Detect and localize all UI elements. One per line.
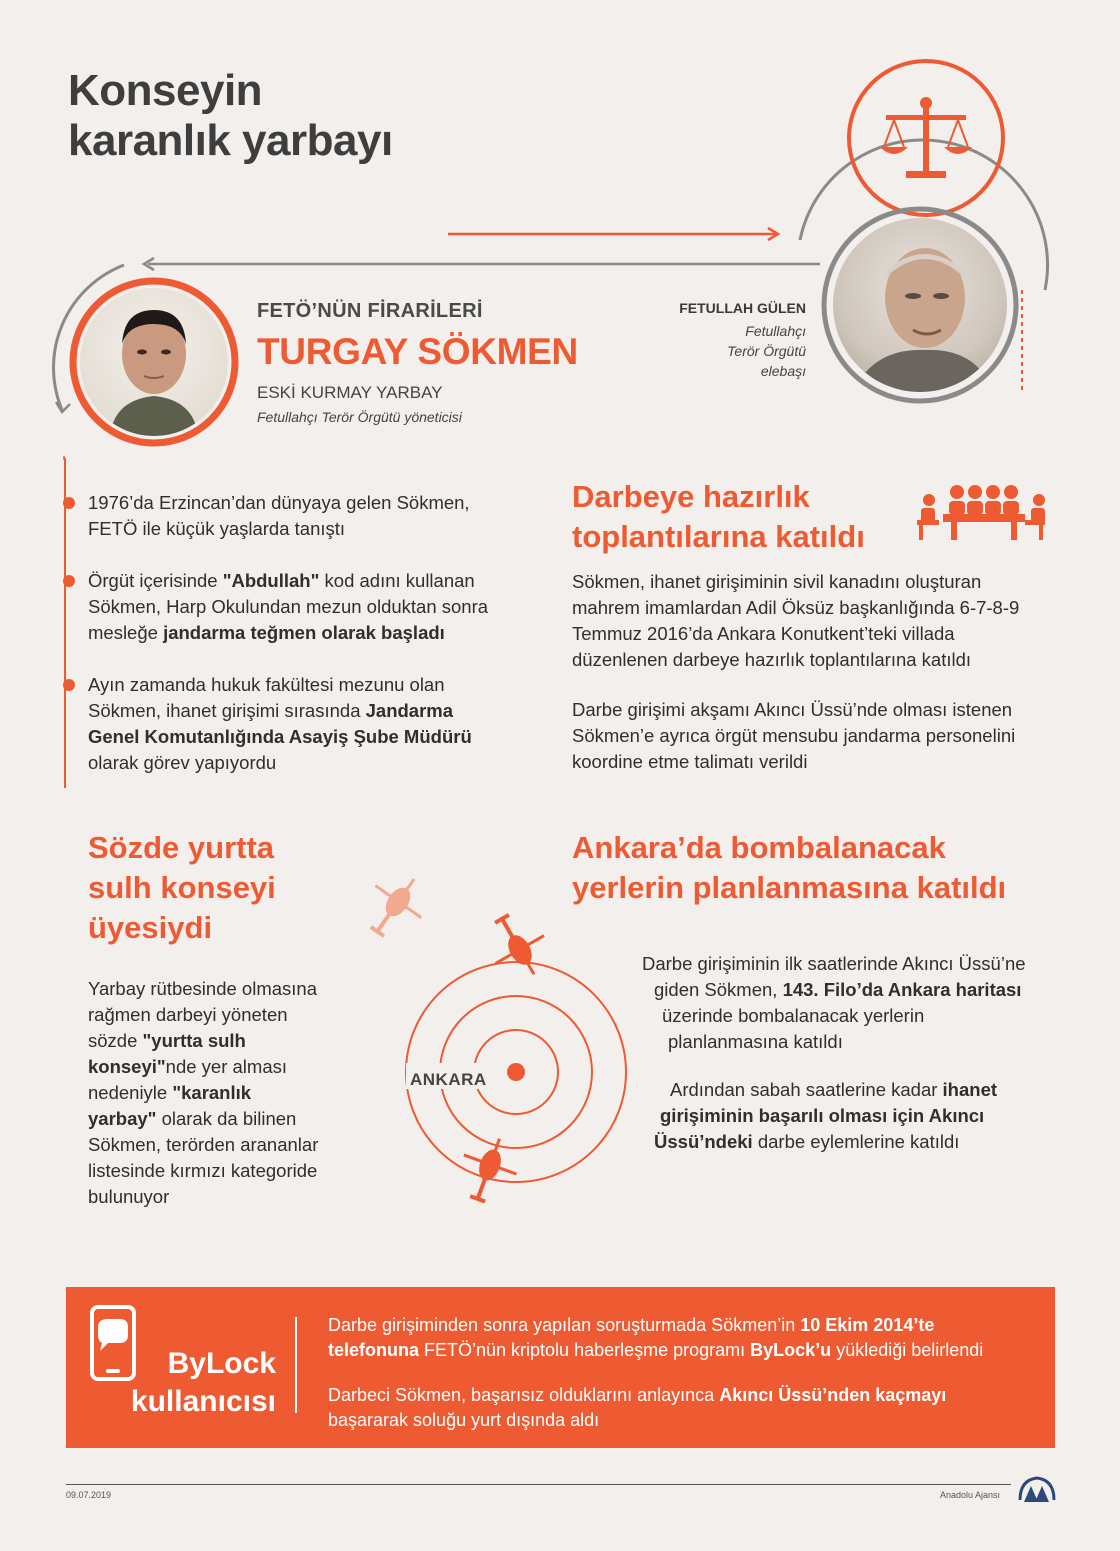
profile-rank: ESKİ KURMAY YARBAY: [257, 383, 443, 402]
footer-date: 09.07.2019: [66, 1490, 112, 1500]
banner-divider: [295, 1317, 297, 1413]
scales-icon: [876, 95, 976, 185]
profile-block: [257, 300, 578, 425]
bullet-list: [88, 490, 508, 776]
helicopter-icon: [360, 863, 437, 949]
leader-block: FETULLAH GÜLEN Fetullahçı Terör Örgütü elebaşı: [630, 300, 806, 381]
council-heading: Sözde yurtta sulh konseyi üyesiydi: [88, 830, 276, 945]
profile-role: Fetullahçı Terör Örgütü yöneticisi: [257, 409, 462, 425]
profile-name: TURGAY SÖKMEN: [257, 331, 578, 372]
bylock-banner: [66, 1287, 1055, 1448]
banner-text: Darbe girişiminden sonra yapılan soruşturmada Sökmen’in 10 Ekim 2014’te telefonuna FETÖ’nün kriptolu haberleşme programı ByLock’u yüklediği belirlendi Darbeci Sökmen, başarısız olduklarını anlayınca Akıncı Üssü’nden kaçmayı başararak soluğu yurt dışında aldı: [328, 1315, 984, 1430]
ankara-target-map: [360, 860, 660, 1220]
banner-label: ByLock kullanıcısı: [130, 1347, 276, 1418]
meetings-heading: Darbeye hazırlık toplantılarına katıldı: [572, 479, 865, 554]
bombing-body: Darbe girişiminin ilk saatlerinde Akıncı Üssü’ne giden Sökmen, 143. Filo’da Ankara haritası üzerinde bombalanacak yerlerin planlanmasına katıldı Ardından sabah saatlerine kadar ihanet girişiminin başarılı olması için Akıncı Üssü’ndeki darbe eylemlerine katıldı: [642, 953, 1026, 1152]
map-label: ANKARA: [410, 1070, 487, 1089]
profile-kicker: FETÖ’NÜN FİRARİLERİ: [257, 300, 483, 322]
footer-rule: [66, 1484, 1011, 1485]
helicopter-icon: [477, 903, 558, 988]
meetings-body: Sökmen, ihanet girişiminin sivil kanadını oluşturan mahrem imamlardan Adil Öksüz başkanlığında 6-7-8-9 Temmuz 2016’da Ankara Konutkent’teki villada düzenlenen darbeye hazırlık toplantılarına katıldı Darbe girişimi akşamı Akıncı Üssü’nde olması istenen Sökmen’e ayrıca örgüt mensubu jandarma personelini koordine etme talimatı verildi: [572, 571, 1020, 772]
council-body: Yarbay rütbesinde olmasına rağmen darbeyi yöneten sözde "yurtta sulh konseyi"nde yer alması nedeniyle "karanlık yarbay" olarak da bilinen Sökmen, terörden arananlar listesinde kırmızı kategoride bulunuyor: [88, 978, 319, 1207]
leader-name: FETULLAH GÜLEN: [679, 300, 806, 316]
helicopter-icon: [451, 1129, 526, 1210]
list-item: Örgüt içerisinde "Abdullah" kod adını kullanan Sökmen, Harp Okulundan mezun olduktan sonra mesleğe jandarma teğmen olarak başladı: [88, 568, 508, 646]
leader-photo: [833, 218, 1007, 392]
profile-photo: [80, 288, 228, 436]
aa-logo-icon: [1018, 1474, 1056, 1504]
bullet-dot: [63, 679, 75, 691]
list-item: Ayın zamanda hukuk fakültesi mezunu olan Sökmen, ihanet girişimi sırasında Jandarma Genel Komutanlığında Asayiş Şube Müdürü olarak görev yapıyordu: [88, 672, 508, 776]
footer-agency: Anadolu Ajansı: [940, 1490, 1001, 1500]
bullet-dot: [63, 575, 75, 587]
bombing-heading: Ankara’da bombalanacak yerlerin planlanmasına katıldı: [572, 830, 1007, 905]
page-title: Konseyin karanlık yarbayı: [68, 66, 393, 165]
meeting-table-icon: [915, 482, 1045, 540]
list-item: 1976’da Erzincan’dan dünyaya gelen Sökmen, FETÖ ile küçük yaşlarda tanıştı: [88, 490, 508, 542]
bullet-dot: [63, 497, 75, 509]
